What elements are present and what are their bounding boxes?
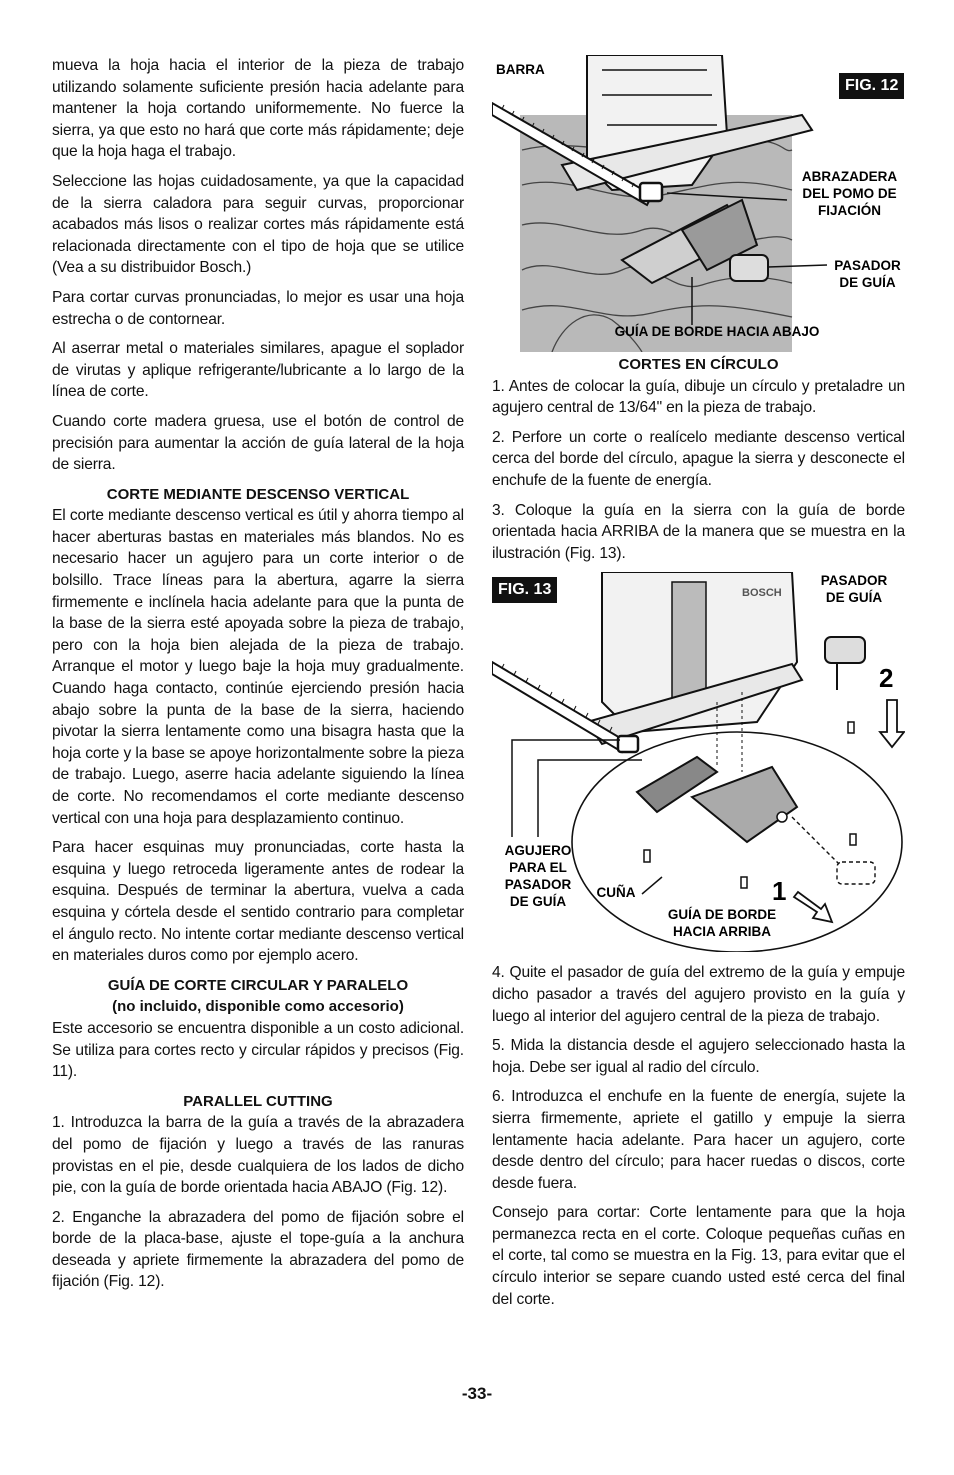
paragraph: Para cortar curvas pronunciadas, lo mejor es usar una hoja estrecha o de contornear. <box>52 288 464 328</box>
saw-grip <box>672 582 706 702</box>
section-heading: CORTE MEDIANTE DESCENSO VERTICAL <box>106 485 410 503</box>
fig13-tag: FIG. 13 <box>492 577 557 603</box>
paragraph: 6. Introduzca el enchufe en la fuente de energía, sujete la sierra firmemente, apriete el gatillo y empuje la sierra lentamente hacia adelante. Para hacer un agujero, corte desde dentro del círculo; para hacer ruedas o discos, corte desde fuera. <box>492 1088 905 1192</box>
pin-hole <box>777 812 787 822</box>
fig13-label-agujero: AGUJERO PARA EL PASADOR DE GUÍA <box>504 843 572 910</box>
fig12-label-abrazadera: ABRAZADERA DEL POMO DE FIJACIÓN <box>801 169 898 218</box>
paragraph: 2. Perfore un corte o realícelo mediante descenso vertical cerca del borde del círculo, apague la sierra y desconecte el enchufe de la fuente de energía. <box>492 428 905 489</box>
section-subheading: (no incluido, disponible como accesorio) <box>112 998 404 1016</box>
paragraph: mueva la hoja hacia el interior de la pieza de trabajo utilizando solamente suficiente presión hacia adelante para mantener la hoja cortando uniformemente. No fuerce la sierra, ya que esto no hará que corte más rápidamente; deje que la hoja haga el trabajo. <box>52 57 464 161</box>
paragraph: Al aserrar metal o materiales similares, apague el soplador de virutas y aplique refrigerante/lubricante a lo largo de la línea de corte. <box>52 340 464 401</box>
paragraph: Cuando corte madera gruesa, use el botón de control de precisión para aumentar la acción de guía lateral de la hoja de sierra. <box>52 412 464 474</box>
fig13-label-guia-arriba: GUÍA DE BORDE HACIA ARRIBA <box>667 907 777 940</box>
paragraph: 1. Antes de colocar la guía, dibuje un círculo y pretaladre un agujero central de 13/64" en la pieza de trabajo. <box>492 377 905 417</box>
guide-pin <box>730 255 768 281</box>
fig13-step-2: 2 <box>879 663 894 694</box>
paragraph: 2. Enganche la abrazadera del pomo de fijación sobre el borde de la placa-base, ajuste el tope-guía a la anchura deseada y apriete firmemente la abrazadera del pomo de fijación (Fig. 12). <box>52 1208 464 1291</box>
section-heading: GUÍA DE CORTE CIRCULAR Y PARALELO <box>107 976 409 994</box>
section-heading: PARALLEL CUTTING <box>183 1092 333 1110</box>
paragraph: 3. Coloque la guía en la sierra con la guía de borde orientada hacia ARRIBA de la manera que se muestra en la ilustración (Fig. 13). <box>492 501 905 562</box>
arrow-diagonal <box>794 892 832 922</box>
fig12-label-guia-abajo: GUÍA DE BORDE HACIA ABAJO <box>614 324 820 339</box>
guide-pin-ghost <box>837 862 875 884</box>
fig12-label-pasador: PASADOR DE GUÍA <box>834 258 901 290</box>
paragraph: 1. Introduzca la barra de la guía a través de la abrazadera del pomo de fijación y luego a través de las ranuras provistas en el pie, desde cualquiera de los lados de dicho pie, con la guía de borde orientada hacia ABAJO (Fig. 12). <box>52 1114 464 1197</box>
paragraph: 5. Mida la distancia desde el agujero seleccionado hasta la hoja. Debe ser igual al radio del círculo. <box>492 1037 905 1076</box>
fig12-label-barra: BARRA <box>496 62 545 77</box>
saw-brand: BOSCH <box>742 587 782 600</box>
section-heading: CORTES EN CÍRCULO <box>618 356 779 373</box>
figure-13 <box>492 572 905 952</box>
fig12-tag: FIG. 12 <box>839 73 904 99</box>
paragraph: Para hacer esquinas muy pronunciadas, corte hasta la esquina y luego retroceda ligeramente antes de rodear la esquina. Después de terminar la abertura, vuelva a cada esquina y córtela desde el sentido contrario para completar el ángulo recto. No intente cortar mediante descenso vertical en materiales duros como por ejemplo acero. <box>52 839 464 965</box>
paragraph: El corte mediante descenso vertical es útil y ahorra tiempo al hacer aberturas bastas en materiales más blandos. No es necesario hacer un agujero para un corte interior o de bolsillo. Trace líneas para la abertura, agarre la sierra firmemente e inclínela hacia adelante para que la punta de la base de la sierra esté apoyada sobre la pieza de trabajo, pero con la hoja bien alejada de la pieza de trabajo. Arranque el motor y luego baje la hoja muy gradualmente. Cuando haga contacto, continúe ejerciendo presión hacia abajo sobre la punta de la base de la sierra, haciendo pivotar la sierra lentamente como una bisagra hasta que la hoja corte y la base se apoye horizontalmente sobre la pieza de trabajo. Luego, aserre hacia adelante siguiendo la línea de corte. No recomendamos el corte mediante descenso vertical con una hoja para desplazamiento continuo. <box>52 507 464 827</box>
guide-pin <box>825 637 865 663</box>
left-column <box>52 55 464 1301</box>
clamp-knob <box>618 736 638 752</box>
arrow-down <box>880 700 904 747</box>
fig13-step-1: 1 <box>772 876 787 907</box>
fig13-label-pasador: PASADOR DE GUÍA <box>820 573 888 606</box>
paragraph: Consejo para cortar: Corte lentamente para que la hoja permanezca recta en el corte. Coloque pequeñas cuñas en el corte, tal como se muestra en la Fig. 13, para evitar que el círculo interior se separe cuando usted esté cerca del final del corte. <box>492 1204 905 1308</box>
clamp-knob <box>640 183 662 201</box>
right-column <box>492 55 905 1318</box>
pin-path <box>792 817 842 867</box>
paragraph: Seleccione las hojas cuidadosamente, ya que la capacidad de la sierra caladora para seguir curvas, proporcionar acabados más lisos o realizar cortes más rápidamente está relacionada directamente con el tipo de hoja que se utilice (Vea a su distribuidor Bosch.) <box>52 172 464 277</box>
figure-12 <box>492 55 905 352</box>
paragraph: 4. Quite el pasador de guía del extremo de la guía y empuje dicho pasador a través del agujero provisto en la guía y luego al interior del agujero central de la pieza de trabajo. <box>492 964 905 1025</box>
page-number: -33- <box>461 1384 493 1403</box>
fig13-label-cuna: CUÑA <box>596 885 636 901</box>
paragraph: Este accesorio se encuentra disponible a un costo adicional. Se utiliza para cortes recto y circular rápidos y precisos (Fig. 11). <box>52 1019 464 1081</box>
